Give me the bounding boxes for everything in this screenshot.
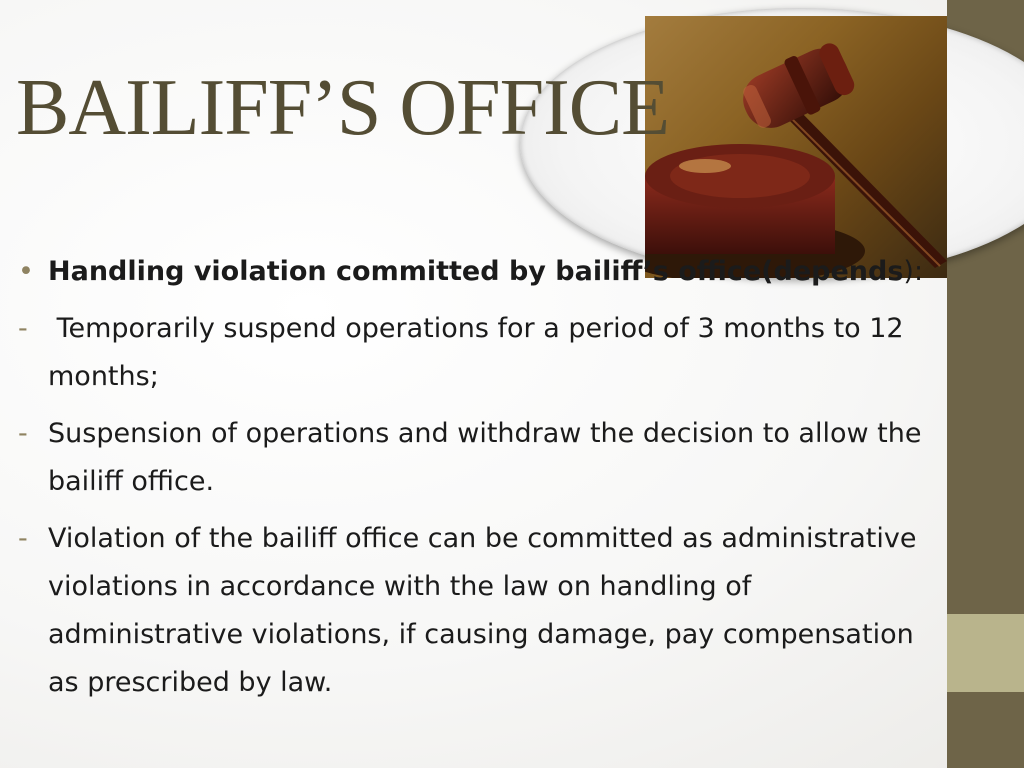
gavel-photo — [645, 16, 947, 278]
dash-item-text: Violation of the bailiff office can be committed as administrative violations in accordance with the law on handling of administrative violations, if causing damage, pay compensation as prescribed by law. — [48, 523, 917, 698]
dash-marker: - — [18, 418, 28, 449]
dash-item-text: Temporarily suspend operations for a period of 3 months to 12 months; — [48, 313, 913, 392]
slide-title: BAILIFF’S OFFICE — [16, 64, 670, 152]
dash-item — [18, 305, 943, 401]
bullet-marker: • — [18, 256, 34, 287]
slide-content — [18, 248, 943, 716]
bullet-heading — [18, 248, 943, 296]
dash-marker: - — [18, 313, 28, 344]
dash-item — [18, 515, 943, 707]
dash-item-text: Suspension of operations and withdraw the decision to allow the bailiff office. — [48, 418, 922, 497]
dash-marker: - — [18, 523, 28, 554]
side-bar-accent — [947, 614, 1024, 692]
bullet-heading-suffix: ): — [903, 256, 924, 287]
gavel-icon — [645, 16, 947, 278]
bullet-heading-text: Handling violation committed by bailiff’s office(depends — [48, 256, 904, 287]
dash-item — [18, 410, 943, 506]
